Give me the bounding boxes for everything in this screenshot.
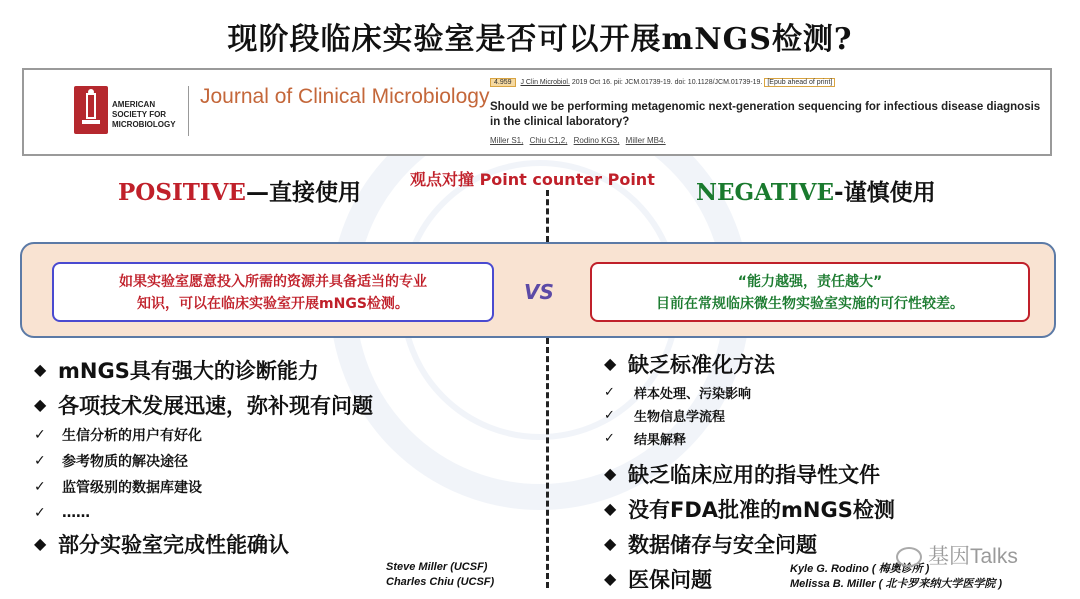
positive-label: POSITIVE bbox=[118, 179, 246, 206]
list-item: ◆ mNGS具有强大的诊断能力 bbox=[34, 358, 319, 383]
list-item: ◆ 缺乏临床应用的指导性文件 bbox=[604, 462, 880, 487]
list-item: ◆ 没有FDA批准的mNGS检测 bbox=[604, 497, 895, 522]
list-item: ✓ 生信分析的用户有好化 bbox=[34, 427, 202, 444]
check-icon: ✓ bbox=[34, 505, 46, 521]
author-link[interactable]: Chiu C1,2, bbox=[529, 136, 568, 145]
list-item: ◆ 部分实验室完成性能确认 bbox=[34, 532, 289, 557]
diamond-bullet-icon: ◆ bbox=[34, 360, 47, 379]
positive-authors-signature: Steve Miller (UCSF) Charles Chiu (UCSF) bbox=[386, 561, 495, 588]
author-link[interactable]: Miller S1, bbox=[490, 136, 524, 145]
positive-summary-line: 如果实验室愿意投入所需的资源并具备适当的专业 bbox=[119, 274, 427, 290]
negative-heading bbox=[696, 174, 936, 207]
journal-link[interactable]: J Clin Microbiol. bbox=[520, 79, 570, 86]
positive-summary-box bbox=[52, 262, 494, 322]
citation-text: 2019 Oct 16. pii: JCM.01739-19. doi: 10.1128/JCM.01739-19. bbox=[571, 79, 763, 86]
check-icon: ✓ bbox=[604, 385, 615, 400]
asm-logo-icon bbox=[74, 86, 108, 134]
list-item: ◆ 缺乏标准化方法 bbox=[604, 352, 775, 377]
list-item: ✓ …… bbox=[34, 505, 90, 521]
list-item: ✓ 生物信息学流程 bbox=[604, 408, 726, 425]
check-icon: ✓ bbox=[604, 408, 615, 423]
impact-badge: 4.959 bbox=[490, 78, 516, 87]
positive-heading bbox=[118, 174, 361, 207]
negative-summary-box bbox=[590, 262, 1030, 322]
negative-subtitle: -谨慎使用 bbox=[834, 180, 936, 206]
list-item: ◆ 各项技术发展迅速，弥补现有问题 bbox=[34, 393, 373, 418]
positive-summary-line: 知识，可以在临床实验室开展mNGS检测。 bbox=[137, 296, 409, 312]
list-item: ◆ 医保问题 bbox=[604, 567, 712, 592]
center-divider-top bbox=[546, 190, 549, 242]
list-item: ◆ 数据储存与安全问题 bbox=[604, 532, 817, 557]
wechat-watermark: 基因Talks bbox=[896, 540, 1018, 570]
positive-subtitle: —直接使用 bbox=[245, 180, 361, 206]
paper-header bbox=[22, 68, 1052, 156]
author-link[interactable]: Rodino KG3, bbox=[573, 136, 620, 145]
check-icon: ✓ bbox=[34, 427, 46, 443]
list-item: ✓ 监管级别的数据库建设 bbox=[34, 479, 202, 496]
wechat-icon bbox=[896, 547, 922, 567]
article-title: Should we be performing metagenomic next-generation sequencing for infectious disease diagnosis in the clinical laboratory? bbox=[490, 101, 1041, 128]
diamond-bullet-icon: ◆ bbox=[604, 354, 617, 373]
epub-badge: [Epub ahead of print] bbox=[764, 78, 835, 87]
author-list bbox=[490, 136, 670, 145]
diamond-bullet-icon: ◆ bbox=[34, 534, 47, 553]
center-divider-bottom bbox=[546, 338, 549, 588]
list-item: ✓ 结果解释 bbox=[604, 431, 687, 448]
page-title: 现阶段临床实验室是否可以开展mNGS检测? bbox=[227, 22, 853, 57]
logo-divider bbox=[188, 86, 189, 136]
list-item: ✓ 样本处理、污染影响 bbox=[604, 385, 752, 402]
negative-summary-line: “能力越强，责任越大” bbox=[737, 274, 883, 290]
diamond-bullet-icon: ◆ bbox=[604, 534, 617, 553]
diamond-bullet-icon: ◆ bbox=[34, 395, 47, 414]
positive-points-list bbox=[34, 352, 373, 561]
author-link[interactable]: Miller MB4. bbox=[625, 136, 666, 145]
check-icon: ✓ bbox=[34, 453, 46, 469]
check-icon: ✓ bbox=[34, 479, 46, 495]
diamond-bullet-icon: ◆ bbox=[604, 569, 617, 588]
citation-line bbox=[490, 78, 835, 87]
check-icon: ✓ bbox=[604, 431, 615, 446]
negative-summary-line: 目前在常规临床微生物实验室实施的可行性较差。 bbox=[656, 296, 964, 312]
negative-label: NEGATIVE bbox=[696, 179, 835, 206]
journal-name: Journal of Clinical Microbiology bbox=[200, 85, 490, 108]
negative-authors-signature: Kyle G. Rodino ( 梅奥诊所 ) Melissa B. Miller ( 北卡罗来纳大学医学院 ) bbox=[790, 563, 1003, 590]
vs-label: VS bbox=[524, 280, 554, 304]
society-name: AMERICAN SOCIETY FOR MICROBIOLOGY bbox=[112, 100, 176, 129]
negative-points-list-a bbox=[604, 346, 775, 450]
diamond-bullet-icon: ◆ bbox=[604, 499, 617, 518]
list-item: ✓ 参考物质的解决途径 bbox=[34, 453, 188, 470]
point-counter-point: 观点对撞 Point counter Point bbox=[410, 170, 655, 189]
diamond-bullet-icon: ◆ bbox=[604, 464, 617, 483]
